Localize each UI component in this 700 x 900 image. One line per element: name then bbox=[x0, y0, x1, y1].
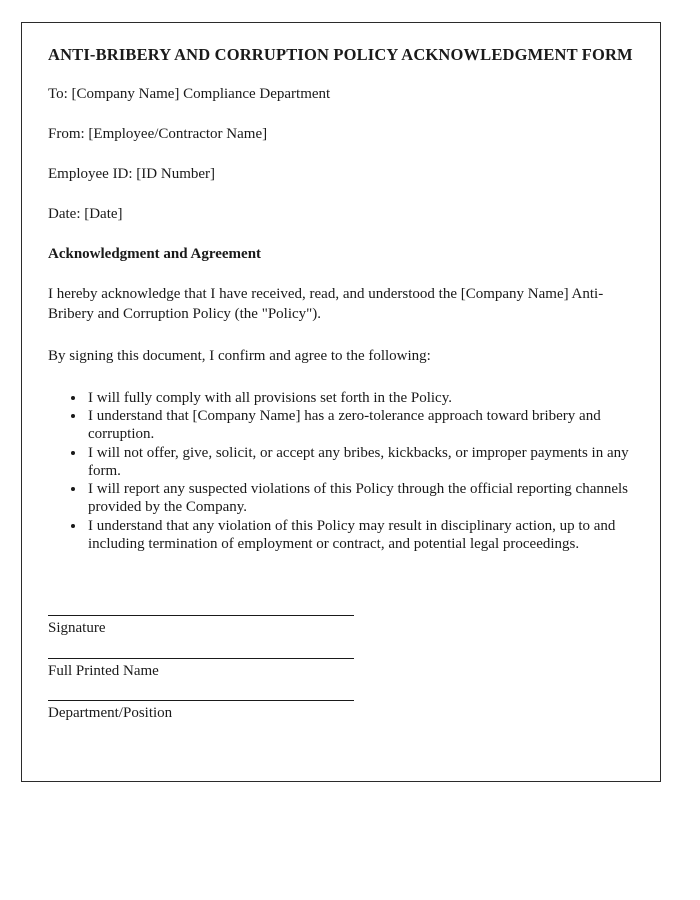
signature-line[interactable] bbox=[48, 700, 354, 701]
document-page bbox=[21, 22, 661, 782]
acknowledgment-paragraph: I hereby acknowledge that I have received, read, and understood the [Company Name] Anti-Bribery and Corruption Policy (the "Policy"). bbox=[48, 285, 604, 322]
agreement-intro-paragraph: By signing this document, I confirm and agree to the following: bbox=[48, 347, 431, 364]
list-item: • I will fully comply with all provisions set forth in the Policy. bbox=[86, 389, 633, 407]
signature-label: Department/Position bbox=[48, 704, 173, 721]
list-item: • I will not offer, give, solicit, or accept any bribes, kickbacks, or improper payments in any form. bbox=[86, 444, 633, 481]
meta-field-to: To: [Company Name] Compliance Department bbox=[48, 85, 331, 102]
page-title: ANTI-BRIBERY AND CORRUPTION POLICY ACKNOWLEDGMENT FORM bbox=[48, 45, 633, 64]
meta-field-from: From: [Employee/Contractor Name] bbox=[48, 125, 268, 142]
list-item: • I understand that [Company Name] has a zero-tolerance approach toward bribery and corruption. bbox=[86, 407, 633, 444]
meta-field-employee-id: Employee ID: [ID Number] bbox=[48, 165, 216, 182]
meta-field-list bbox=[48, 85, 633, 223]
signature-label: Full Printed Name bbox=[48, 662, 159, 679]
document-content bbox=[22, 23, 660, 723]
meta-field-date: Date: [Date] bbox=[48, 205, 123, 222]
list-item: • I will report any suspected violations of this Policy through the official reporting channels provided by the Company. bbox=[86, 480, 633, 517]
signature-block-department-position bbox=[48, 700, 633, 723]
commitment-list bbox=[48, 389, 633, 554]
signature-area bbox=[48, 615, 633, 723]
signature-line[interactable] bbox=[48, 658, 354, 659]
signature-label: Signature bbox=[48, 620, 106, 637]
signature-line[interactable] bbox=[48, 615, 354, 616]
signature-block-signature bbox=[48, 615, 633, 638]
signature-block-printed-name bbox=[48, 658, 633, 681]
list-item: • I understand that any violation of this Policy may result in disciplinary action, up to and including termination of employment or contract, and potential legal proceedings. bbox=[86, 517, 633, 554]
section-heading-acknowledgment: Acknowledgment and Agreement bbox=[48, 245, 262, 262]
